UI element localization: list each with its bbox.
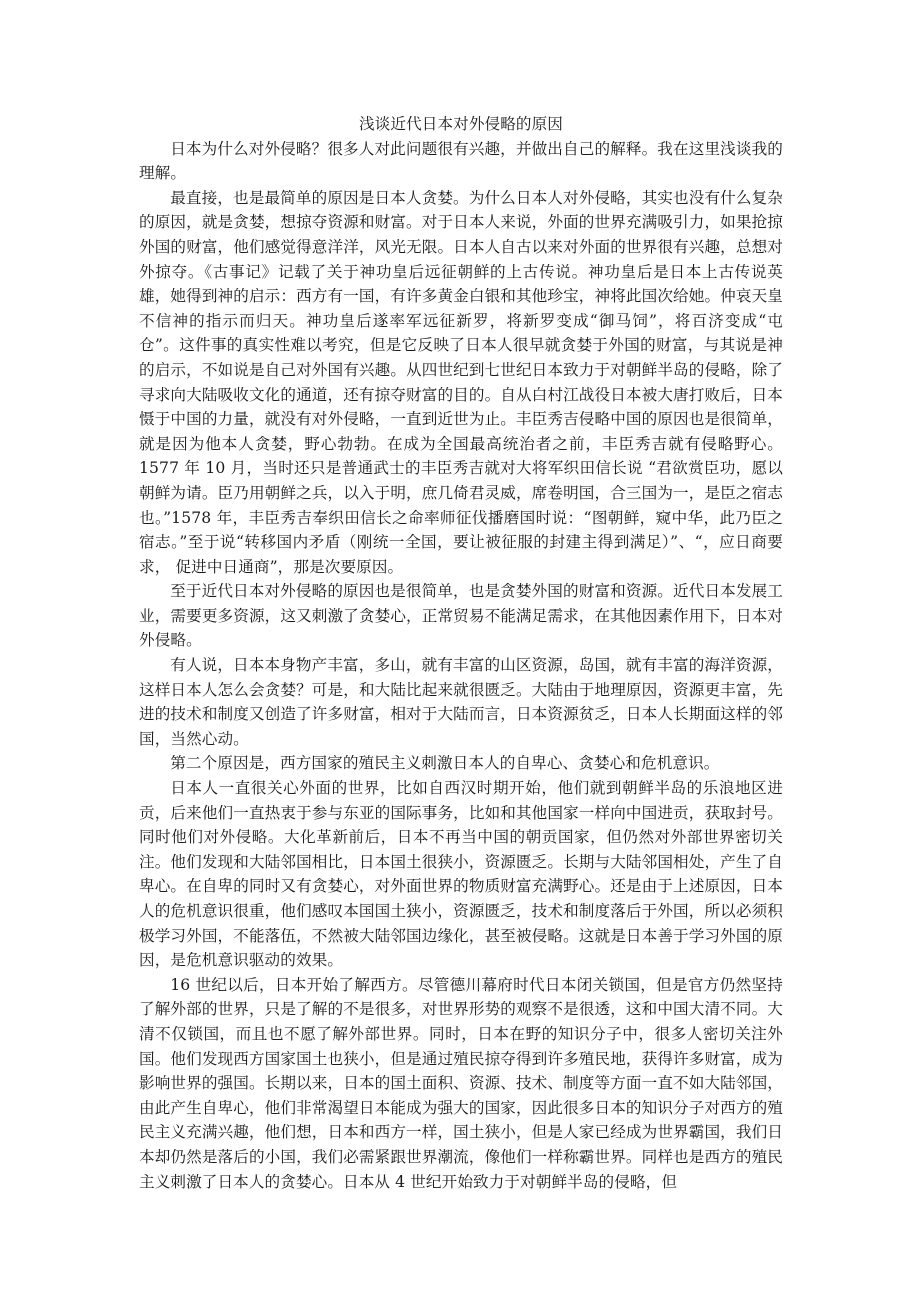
document-title: 浅谈近代日本对外侵略的原因: [358, 115, 564, 133]
document-body: [139, 112, 783, 1194]
paragraph-resources: 有人说，日本本身物产丰富，多山，就有丰富的山区资源，岛国，就有丰富的海洋资源，这样日本人怎么会贪婪？可是，和大陆比起来就很匮乏。大陆由于地理原因，资源更丰富，先进的技术和制度又创造了许多财富，相对于大陆而言，日本资源贫乏，日本人长期面这样的邻国，当然心动。: [139, 656, 783, 748]
paragraph-outside-world: 日本人一直很关心外面的世界，比如自西汉时期开始，他们就到朝鲜半岛的乐浪地区进贡，后来他们一直热衷于参与东亚的国际事务，比如和其他国家一样向中国进贡，获取封号。同时他们对外侵略。大化革新前后，日本不再当中国的朝贡国家，但仍然对外部世界密切关注。他们发现和大陆邻国相比，日本国土很狭小，资源匮乏。长期与大陆邻国相处，产生了自卑心。在自卑的同时又有贪婪心，对外面世界的物质财富充满野心。还是由于上述原因，日本人的危机意识很重，他们感叹本国国土狭小，资源匮乏，技术和制度落后于外国，所以必须积极学习外国，不能落伍，不然被大陆邻国边缘化，甚至被侵略。这就是日本善于学习外国的原因，是危机意识驱动的效果。: [139, 779, 783, 970]
paragraph-16th-century: 16 世纪以后，日本开始了解西方。尽管德川幕府时代日本闭关锁国，但是官方仍然坚持了解外部的世界，只是了解的不是很多，对世界形势的观察不是很透，这和中国大清不同。大清不仅锁国，而且也不愿了解外部世界。同时，日本在野的知识分子中，很多人密切关注外国。他们发现西方国家国土也狭小，但是通过殖民掠夺得到许多殖民地，获得许多财富，成为影响世界的强国。长期以来，日本的国土面积、资源、技术、制度等方面一直不如大陆邻国，由此产生自卑心，他们非常渴望日本能成为强大的国家，因此很多日本的知识分子对西方的殖民主义充满兴趣，他们想，日本和西方一样，国土狭小，但是人家已经成为世界霸国，我们日本却仍然是落后的小国，我们必需紧跟世界潮流，像他们一样称霸世界。同样也是西方的殖民主义刺激了日本人的贪婪心。日本从 4 世纪开始致力于对朝鲜半岛的侵略，但: [139, 975, 783, 1191]
paragraph-greed: 最直接，也是最简单的原因是日本人贪婪。为什么日本人对外侵略，其实也没有什么复杂的原因，就是贪婪，想掠夺资源和财富。对于日本人来说，外面的世界充满吸引力，如果抢掠外国的财富，他们感觉得意洋洋，风光无限。日本人自古以来对外面的世界很有兴趣，总想对外掠夺。《古事记》记载了关于神功皇后远征朝鲜的上古传说。神功皇后是日本上古传说英雄，她得到神的启示：西方有一国，有许多黄金白银和其他珍宝，神将此国次给她。仲哀天皇不信神的指示而归天。神功皇后遂率军远征新罗，将新罗变成“御马饲”，将百济变成“屯仓”。这件事的真实性难以考究，但是它反映了日本人很早就贪婪于外国的财富，与其说是神的启示，不如说是自己对外国有兴趣。从四世纪到七世纪日本致力于对朝鲜半岛的侵略，除了寻求向大陆吸收文化的通道，还有掠夺财富的目的。自从白村江战役日本被大唐打败后，日本慑于中国的力量，就没有对外侵略，一直到近世为止。丰臣秀吉侵略中国的原因也是很简单，就是因为他本人贪婪，野心勃勃。在成为全国最高统治者之前，丰臣秀吉就有侵略野心。1577 年 10 月，当时还只是普通武士的丰臣秀吉就对大将军织田信长说 “君欲赏臣功，愿以朝鲜为请。臣乃用朝鲜之兵，以入于明，庶几倚君灵威，席卷明国，合三国为一，是臣之宿志也。”1578 年，丰臣秀吉奉织田信长之命率师征伐播磨国时说：“图朝鲜，窥中华，此乃臣之宿志。”至于说“转移国内矛盾（刚统一全国，要让被征服的封建主得到满足）”、“，应日商要求， 促进中日通商”，那是次要原因。: [139, 188, 783, 576]
paragraph-modern: 至于近代日本对外侵略的原因也是很简单，也是贪婪外国的财富和资源。近代日本发展工业，需要更多资源，这又刺激了贪婪心，正常贸易不能满足需求，在其他因素作用下，日本对外侵略。: [139, 582, 783, 650]
paragraph-second-reason: 第二个原因是，西方国家的殖民主义刺激日本人的自卑心、贪婪心和危机意识。: [170, 754, 720, 773]
paragraph-intro: 日本为什么对外侵略？很多人对此问题很有兴趣，并做出自己的解释。我在这里浅谈我的理解。: [139, 139, 783, 183]
